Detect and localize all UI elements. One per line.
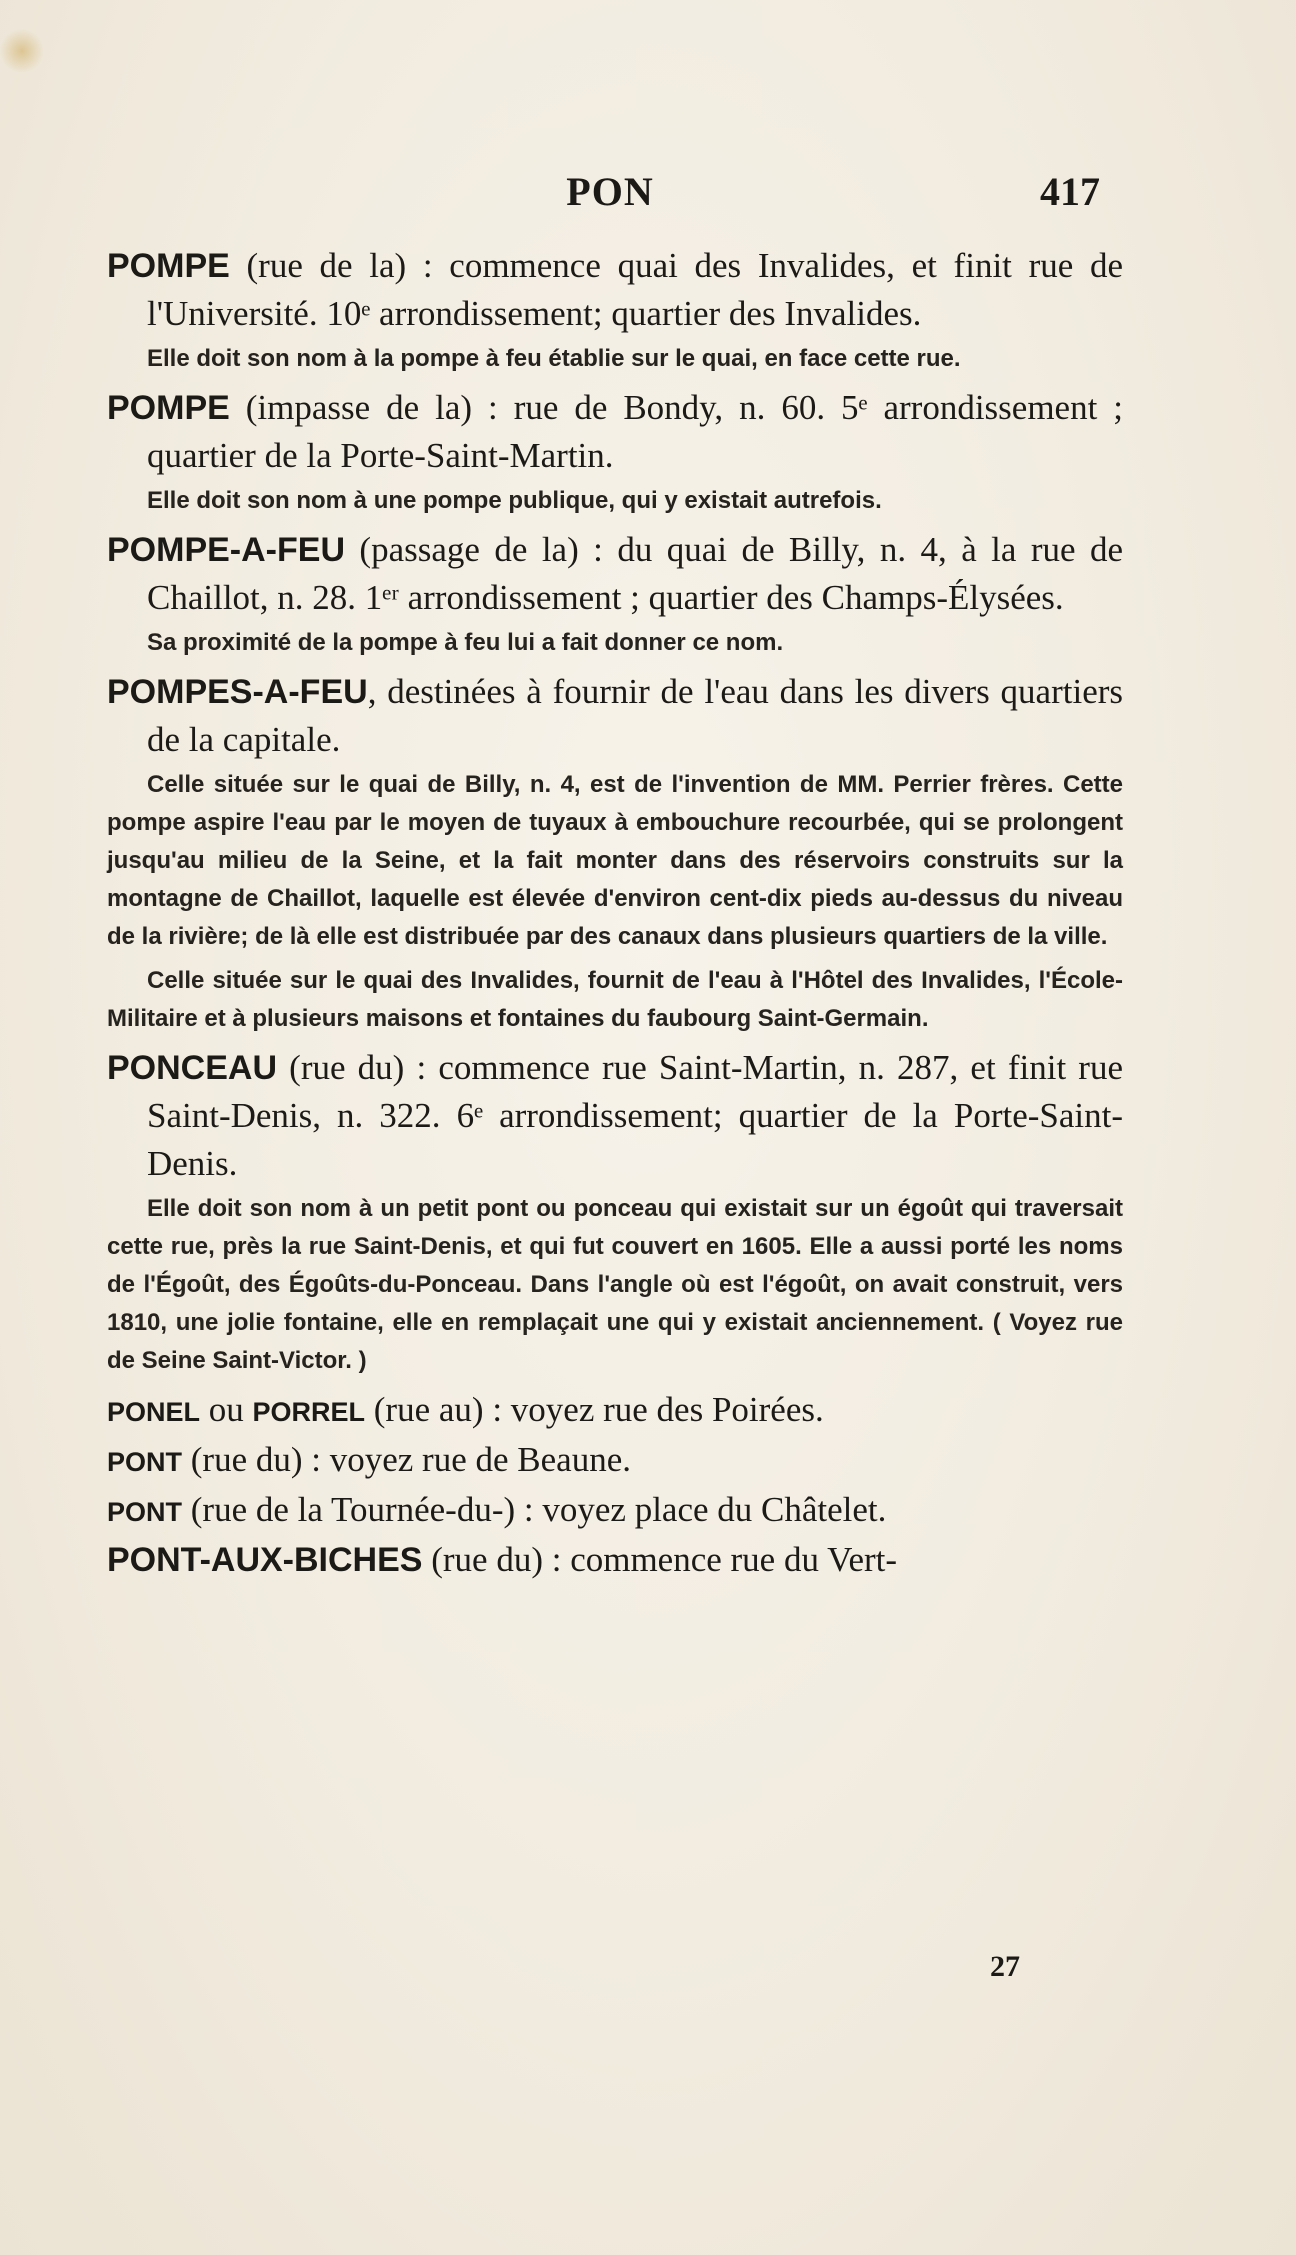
entry-pompe-impasse — [107, 384, 1123, 480]
entry-headword: POMPES-A-FEU — [107, 673, 368, 711]
dictionary-entries — [107, 242, 1123, 1584]
entry-connector: ou — [200, 1390, 253, 1429]
entry-note: Elle doit son nom à un petit pont ou ponceau qui existait sur un égoût qui traversait cette rue, près la rue Saint-Denis, et qui fut couvert en 1605. Elle a aussi porté les noms de l'Égoût, des Égoûts-du-Ponceau. Dans l'angle où est l'égoût, on avait construit, vers 1810, une jolie fontaine, elle en remplaçait une qui y existait anciennement. ( Voyez rue de Seine Saint-Victor. ) — [107, 1195, 1123, 1374]
page-header — [0, 168, 1296, 228]
entry-ponel — [107, 1386, 1123, 1436]
entry-pont-aux-biches — [107, 1536, 1123, 1584]
entry-text: (rue au) : voyez rue des Poirées. — [365, 1390, 824, 1429]
entry-headword: PONT — [107, 1497, 183, 1527]
signature-mark: 27 — [990, 1950, 1020, 1983]
entry-note: Elle doit son nom à la pompe à feu établie sur le quai, en face cette rue. — [147, 345, 961, 372]
entry-note: Sa proximité de la pompe à feu lui a fait donner ce nom. — [147, 629, 784, 656]
entry-text: (rue du) : voyez rue de Beaune. — [182, 1440, 631, 1479]
entry-headword: PONT — [107, 1447, 183, 1477]
entry-text: (rue du) : commence rue du Vert- — [422, 1540, 898, 1579]
entry-headword: PONCEAU — [107, 1049, 278, 1087]
entry-text: (rue du) : commence rue Saint-Martin, n. 287, et finit rue Saint-Denis, n. 322. 6ᵉ arrondissement; quartier de la Porte-Saint-Denis. — [147, 1048, 1123, 1183]
entry-note: Celle située sur le quai de Billy, n. 4, est de l'invention de MM. Perrier frères. Cette pompe aspire l'eau par le moyen de tuyaux à embouchure recourbée, qui se prolongent jusqu'au milieu de la Seine, et la fait monter dans des réservoirs construits sur la montagne de Chaillot, laquelle est élevée d'environ cent-dix pieds au-dessus du niveau de la rivière; de là elle est distribuée par des canaux dans plusieurs quartiers de la ville. — [107, 771, 1123, 950]
entry-text: (impasse de la) : rue de Bondy, n. 60. 5ᵉ arrondissement ; quartier de la Porte-Saint-Martin. — [147, 388, 1123, 475]
entry-note-second: Celle située sur le quai des Invalides, fournit de l'eau à l'Hôtel des Invalides, l'École-Militaire et à plusieurs maisons et fontaines du faubourg Saint-Germain. — [107, 967, 1123, 1032]
entry-pont-tournee — [107, 1486, 1123, 1536]
running-head: PON — [566, 169, 654, 214]
paper-stain — [0, 28, 44, 74]
entry-text: (rue de la Tournée-du-) : voyez place du Châtelet. — [182, 1490, 887, 1529]
page-number: 417 — [1040, 169, 1100, 214]
entry-note: Elle doit son nom à une pompe publique, qui y existait autrefois. — [147, 487, 882, 514]
entry-ponceau — [107, 1044, 1123, 1188]
entry-headword-alt: PORREL — [252, 1397, 366, 1427]
entry-pompe-rue — [107, 242, 1123, 338]
entry-pompe-a-feu — [107, 526, 1123, 622]
entry-headword: POMPE-A-FEU — [107, 531, 345, 569]
entry-text: , destinées à fournir de l'eau dans les divers quartiers de la capitale. — [147, 672, 1123, 759]
entry-text: (rue de la) : commence quai des Invalides, et finit rue de l'Université. 10ᵉ arrondissement; quartier des Invalides. — [147, 246, 1123, 333]
entry-headword: POMPE — [107, 247, 230, 285]
entry-pompes-a-feu — [107, 668, 1123, 764]
entry-text: (passage de la) : du quai de Billy, n. 4, à la rue de Chaillot, n. 28. 1ᵉʳ arrondissement ; quartier des Champs-Élysées. — [147, 530, 1123, 617]
entry-headword: POMPE — [107, 389, 230, 427]
entry-headword: PONT-AUX-BICHES — [107, 1541, 423, 1579]
entry-headword: PONEL — [107, 1397, 201, 1427]
entry-pont-rue — [107, 1436, 1123, 1486]
